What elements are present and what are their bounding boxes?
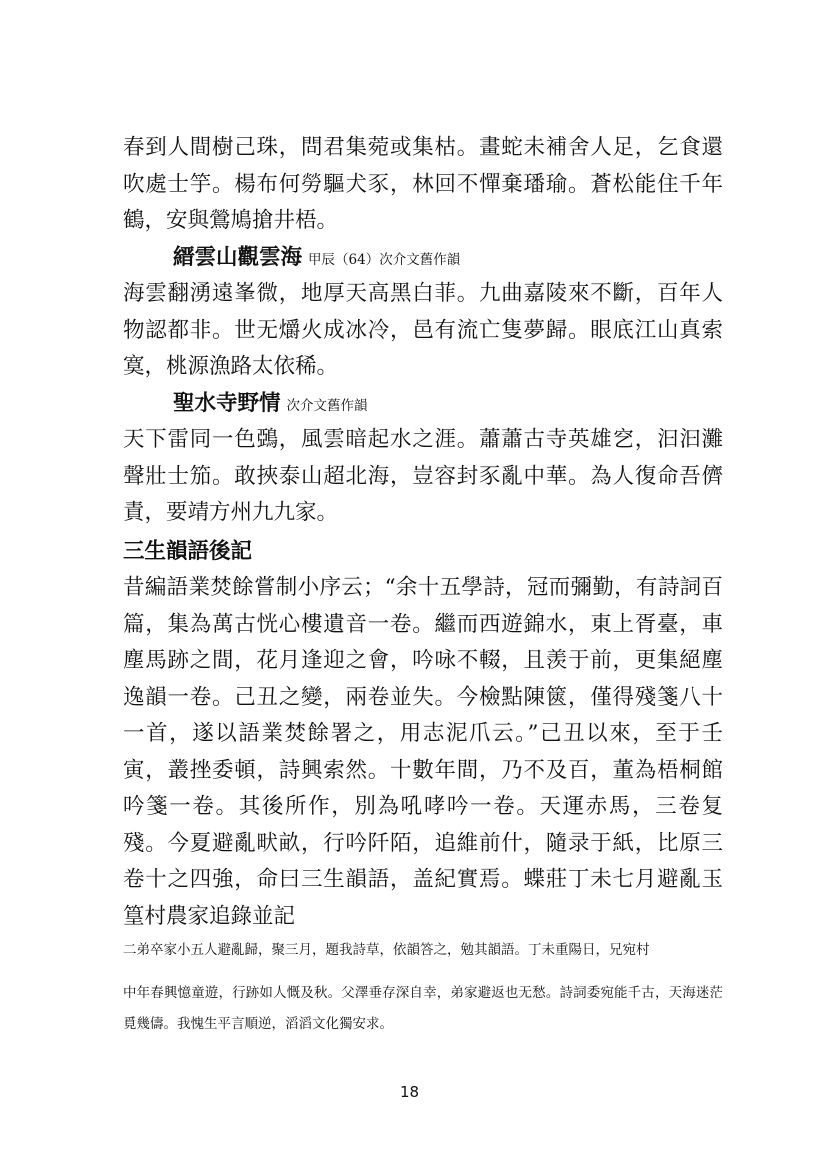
note-poem: 中年春興憶童遊，行跡如人慨及秋。父澤垂存深自幸，弟家避返也无愁。詩詞委宛能千古，天海迷茫覓幾儔。我愧生平言順逆，滔滔文化獨安求。 xyxy=(123,985,723,1032)
postscript-heading xyxy=(123,534,723,571)
note-intro: 二弟卒家小五人避亂歸，聚三月，題我詩草，依韻答之，勉其韻語。丁未重陽日，兄宛村 xyxy=(123,942,650,958)
poem-2-subtitle: 甲辰（64）次介文舊作韻 xyxy=(308,251,461,268)
poem-3-body: 天下雷同一色鵶，風雲暗起水之涯。蕭蕭古寺英雄穵，汩汩灘聲壯士笳。敢挾泰山超北海，豈容封豕亂中華。為人復命吾儕責，要靖方州九九家。 xyxy=(123,427,723,525)
page-number: 18 xyxy=(399,1083,420,1101)
poem-3-title: 聖水寺野情 xyxy=(173,390,281,416)
poem-3-heading xyxy=(123,386,723,423)
postscript-body: 昔編語業焚餘嘗制小序云；“余十五學詩，冠而彌勤，有詩詞百篇，集為萬古恍心樓遺音一卷。繼而西遊錦水，東上胥臺，車塵馬跡之間，花月逢迎之會，吟咏不輟，且羡于前，更集絕塵逸韻一卷。己丑之變，兩卷並失。今檢點陳篋，僅得殘箋八十一首，遂以語業焚餘署之，用志泥爪云。”己丑以來，至于壬寅，叢挫委頓，詩興索然。十數年間，乃不及百，董為梧桐館吟箋一卷。其後所作，別為吼哮吟一卷。天運赤馬，三卷复殘。今夏避亂畎畝，行吟阡陌，追維前什，隨录于紙，比原三卷十之四強，命曰三生韻語，盖紀實焉。蝶莊丁未七月避亂玉篁村農家追錄並記 xyxy=(123,575,723,929)
postscript-title: 三生韻語後記 xyxy=(123,538,253,564)
document-page xyxy=(123,130,723,1040)
poem-3-subtitle: 次介文舊作韻 xyxy=(286,397,368,414)
poem-2-body: 海雲翻湧遠峯微，地厚天高黑白菲。九曲嘉陵來不斷，百年人物認都非。世无爝火成冰冷，邑有流亡隻夢歸。眼底江山真索寞，桃源漁路太依稀。 xyxy=(123,281,723,379)
poem-2-heading xyxy=(123,240,723,277)
poem-1-body: 春到人間樹己珠，問君集菀或集枯。畫蛇未補舍人足，乞食還吹處士竽。楊布何勞驅犬豕，林回不憚棄璠瑜。蒼松能住千年鶴，安與鶯鳩搶井梧。 xyxy=(123,135,723,233)
poem-2-title: 縉雲山觀雲海 xyxy=(173,244,303,270)
